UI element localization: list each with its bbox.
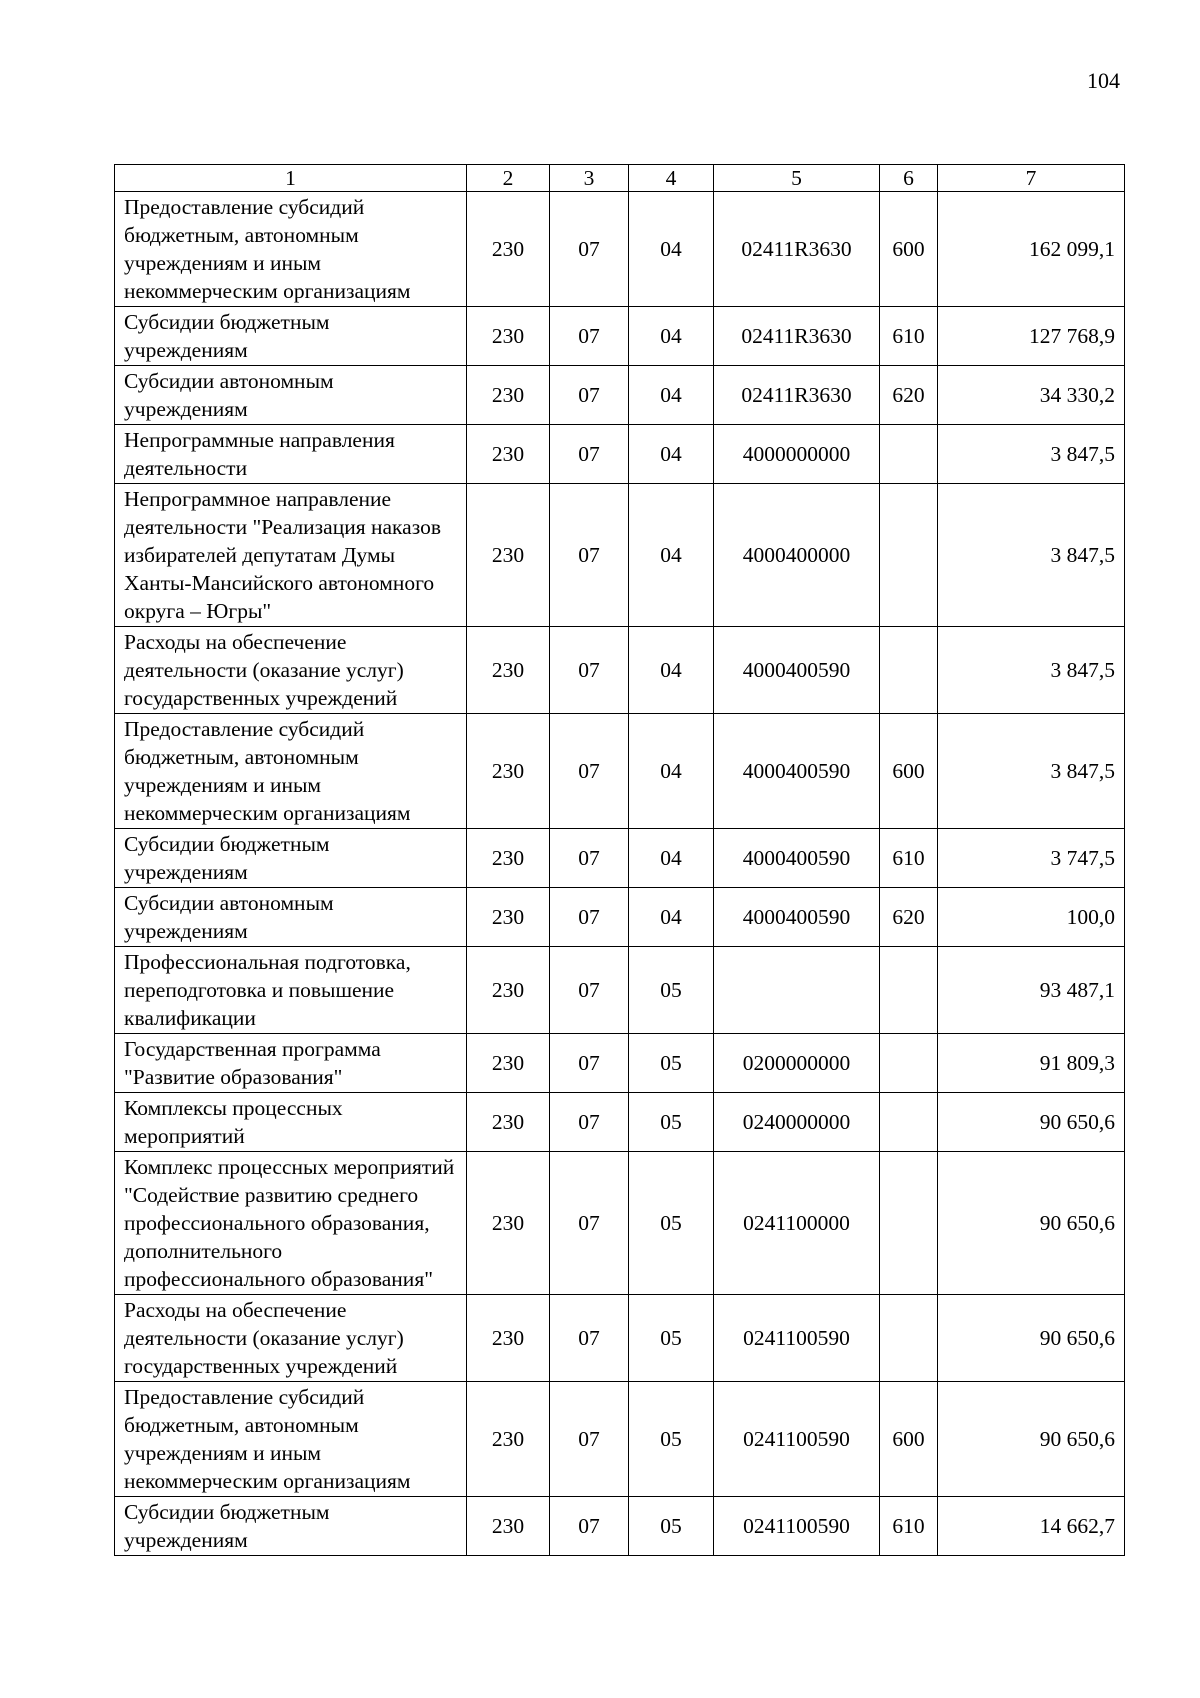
section-code-cell: 07 [550, 1093, 629, 1152]
amount-cell: 91 809,3 [938, 1034, 1125, 1093]
ministry-code-cell: 230 [467, 366, 550, 425]
subsection-code-cell: 04 [629, 192, 714, 307]
target-article-cell: 0200000000 [714, 1034, 880, 1093]
column-header: 6 [880, 165, 938, 192]
amount-cell: 90 650,6 [938, 1152, 1125, 1295]
page-number: 104 [1087, 68, 1120, 93]
expense-type-cell: 620 [880, 888, 938, 947]
section-code-cell: 07 [550, 627, 629, 714]
amount-cell: 3 847,5 [938, 627, 1125, 714]
target-article-cell: 02411R3630 [714, 366, 880, 425]
ministry-code-cell: 230 [467, 947, 550, 1034]
table-row [115, 627, 1125, 714]
subsection-code-cell: 04 [629, 484, 714, 627]
column-header: 5 [714, 165, 880, 192]
target-article-cell: 4000400590 [714, 829, 880, 888]
item-name-cell: Субсидии бюджетным учреждениям [115, 829, 467, 888]
column-header: 7 [938, 165, 1125, 192]
table-row [115, 947, 1125, 1034]
amount-cell: 3 847,5 [938, 484, 1125, 627]
target-article-cell: 4000400590 [714, 714, 880, 829]
item-name-cell: Непрограммное направление деятельности "Реализация наказов избирателей депутатам Думы Ханты-Мансийского автономного округа – Югры" [115, 484, 467, 627]
ministry-code-cell: 230 [467, 1497, 550, 1556]
ministry-code-cell: 230 [467, 425, 550, 484]
section-code-cell: 07 [550, 1034, 629, 1093]
target-article-cell: 0241100590 [714, 1295, 880, 1382]
column-header: 2 [467, 165, 550, 192]
item-name-cell: Государственная программа "Развитие образования" [115, 1034, 467, 1093]
ministry-code-cell: 230 [467, 192, 550, 307]
table-row [115, 307, 1125, 366]
ministry-code-cell: 230 [467, 627, 550, 714]
table-row [115, 1034, 1125, 1093]
item-name-cell: Профессиональная подготовка, переподготовка и повышение квалификации [115, 947, 467, 1034]
subsection-code-cell: 04 [629, 307, 714, 366]
target-article-cell [714, 947, 880, 1034]
section-code-cell: 07 [550, 1382, 629, 1497]
amount-cell: 162 099,1 [938, 192, 1125, 307]
table-row [115, 829, 1125, 888]
subsection-code-cell: 05 [629, 947, 714, 1034]
budget-table [114, 164, 1125, 1556]
item-name-cell: Расходы на обеспечение деятельности (оказание услуг) государственных учреждений [115, 627, 467, 714]
subsection-code-cell: 04 [629, 714, 714, 829]
ministry-code-cell: 230 [467, 1152, 550, 1295]
column-header: 4 [629, 165, 714, 192]
table-row [115, 1295, 1125, 1382]
expense-type-cell [880, 1093, 938, 1152]
subsection-code-cell: 05 [629, 1295, 714, 1382]
section-code-cell: 07 [550, 425, 629, 484]
expense-type-cell: 620 [880, 366, 938, 425]
ministry-code-cell: 230 [467, 829, 550, 888]
section-code-cell: 07 [550, 829, 629, 888]
ministry-code-cell: 230 [467, 714, 550, 829]
target-article-cell: 4000400000 [714, 484, 880, 627]
expense-type-cell [880, 484, 938, 627]
ministry-code-cell: 230 [467, 307, 550, 366]
section-code-cell: 07 [550, 1152, 629, 1295]
subsection-code-cell: 04 [629, 888, 714, 947]
section-code-cell: 07 [550, 947, 629, 1034]
section-code-cell: 07 [550, 714, 629, 829]
subsection-code-cell: 04 [629, 829, 714, 888]
subsection-code-cell: 05 [629, 1152, 714, 1295]
table-row [115, 714, 1125, 829]
subsection-code-cell: 05 [629, 1382, 714, 1497]
target-article-cell: 0241100590 [714, 1497, 880, 1556]
ministry-code-cell: 230 [467, 1093, 550, 1152]
table-row [115, 425, 1125, 484]
column-header: 3 [550, 165, 629, 192]
expense-type-cell [880, 1034, 938, 1093]
section-code-cell: 07 [550, 888, 629, 947]
table-row [115, 888, 1125, 947]
item-name-cell: Субсидии автономным учреждениям [115, 366, 467, 425]
item-name-cell: Непрограммные направления деятельности [115, 425, 467, 484]
subsection-code-cell: 04 [629, 627, 714, 714]
expense-type-cell: 610 [880, 829, 938, 888]
item-name-cell: Субсидии автономным учреждениям [115, 888, 467, 947]
subsection-code-cell: 05 [629, 1034, 714, 1093]
expense-type-cell [880, 1152, 938, 1295]
subsection-code-cell: 05 [629, 1497, 714, 1556]
subsection-code-cell: 04 [629, 425, 714, 484]
amount-cell: 3 847,5 [938, 425, 1125, 484]
amount-cell: 90 650,6 [938, 1382, 1125, 1497]
expense-type-cell: 600 [880, 192, 938, 307]
expense-type-cell: 600 [880, 714, 938, 829]
item-name-cell: Субсидии бюджетным учреждениям [115, 1497, 467, 1556]
table-header-row [115, 165, 1125, 192]
table-row [115, 1497, 1125, 1556]
target-article-cell: 02411R3630 [714, 307, 880, 366]
table-row [115, 192, 1125, 307]
expense-type-cell: 610 [880, 1497, 938, 1556]
amount-cell: 100,0 [938, 888, 1125, 947]
column-header: 1 [115, 165, 467, 192]
expense-type-cell: 600 [880, 1382, 938, 1497]
amount-cell: 3 747,5 [938, 829, 1125, 888]
item-name-cell: Предоставление субсидий бюджетным, автономным учреждениям и иным некоммерческим организациям [115, 1382, 467, 1497]
expense-type-cell [880, 627, 938, 714]
ministry-code-cell: 230 [467, 888, 550, 947]
table-row [115, 1152, 1125, 1295]
amount-cell: 90 650,6 [938, 1295, 1125, 1382]
target-article-cell: 02411R3630 [714, 192, 880, 307]
section-code-cell: 07 [550, 1295, 629, 1382]
subsection-code-cell: 04 [629, 366, 714, 425]
table-row [115, 1382, 1125, 1497]
expense-type-cell: 610 [880, 307, 938, 366]
section-code-cell: 07 [550, 307, 629, 366]
amount-cell: 93 487,1 [938, 947, 1125, 1034]
amount-cell: 14 662,7 [938, 1497, 1125, 1556]
table-row [115, 1093, 1125, 1152]
item-name-cell: Комплексы процессных мероприятий [115, 1093, 467, 1152]
ministry-code-cell: 230 [467, 484, 550, 627]
item-name-cell: Субсидии бюджетным учреждениям [115, 307, 467, 366]
section-code-cell: 07 [550, 484, 629, 627]
ministry-code-cell: 230 [467, 1382, 550, 1497]
target-article-cell: 0241100000 [714, 1152, 880, 1295]
expense-type-cell [880, 1295, 938, 1382]
target-article-cell: 0240000000 [714, 1093, 880, 1152]
expense-type-cell [880, 947, 938, 1034]
table-row [115, 366, 1125, 425]
ministry-code-cell: 230 [467, 1295, 550, 1382]
subsection-code-cell: 05 [629, 1093, 714, 1152]
amount-cell: 127 768,9 [938, 307, 1125, 366]
section-code-cell: 07 [550, 1497, 629, 1556]
target-article-cell: 4000000000 [714, 425, 880, 484]
section-code-cell: 07 [550, 366, 629, 425]
target-article-cell: 4000400590 [714, 888, 880, 947]
item-name-cell: Комплекс процессных мероприятий "Содействие развитию среднего профессионального образования, дополнительного профессионального образования" [115, 1152, 467, 1295]
item-name-cell: Расходы на обеспечение деятельности (оказание услуг) государственных учреждений [115, 1295, 467, 1382]
item-name-cell: Предоставление субсидий бюджетным, автономным учреждениям и иным некоммерческим организациям [115, 714, 467, 829]
amount-cell: 3 847,5 [938, 714, 1125, 829]
section-code-cell: 07 [550, 192, 629, 307]
table-row [115, 484, 1125, 627]
amount-cell: 90 650,6 [938, 1093, 1125, 1152]
item-name-cell: Предоставление субсидий бюджетным, автономным учреждениям и иным некоммерческим организациям [115, 192, 467, 307]
expense-type-cell [880, 425, 938, 484]
target-article-cell: 0241100590 [714, 1382, 880, 1497]
ministry-code-cell: 230 [467, 1034, 550, 1093]
target-article-cell: 4000400590 [714, 627, 880, 714]
amount-cell: 34 330,2 [938, 366, 1125, 425]
